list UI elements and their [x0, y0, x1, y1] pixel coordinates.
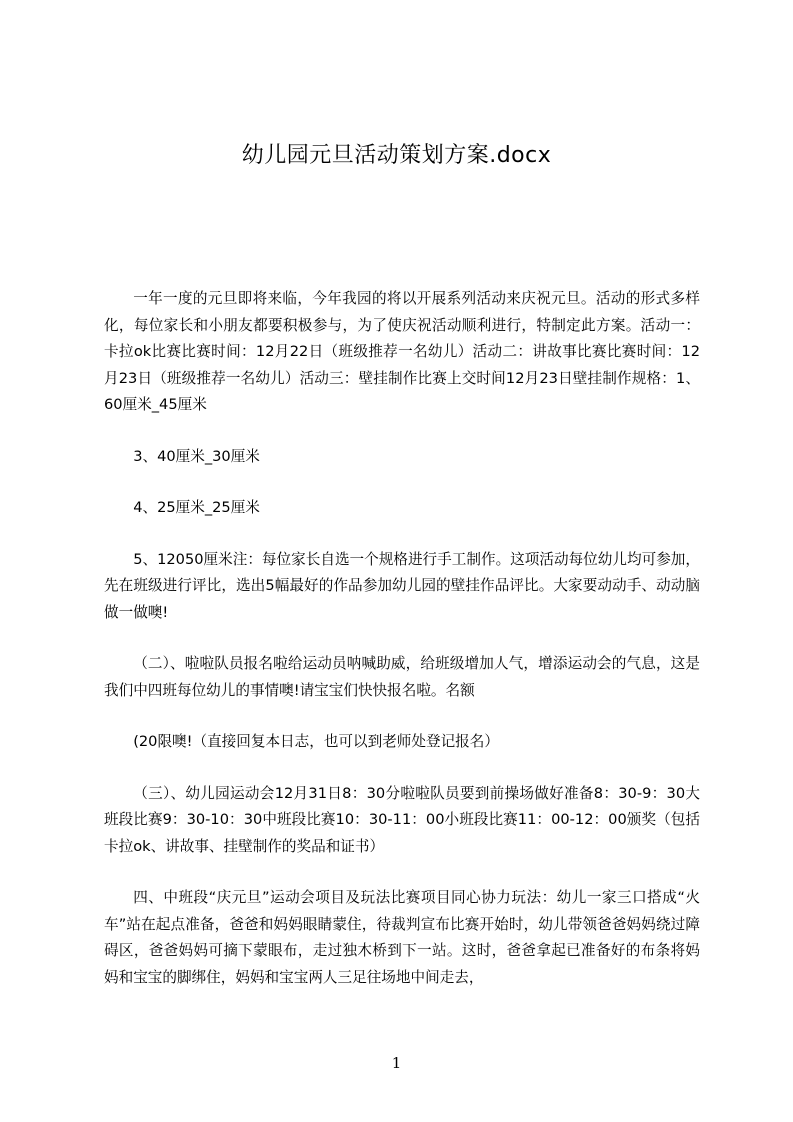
paragraph-quota: (20限噢!（直接回复本日志，也可以到老师处登记报名）: [133, 733, 499, 750]
paragraph-games: 四、中班段“庆元旦”运动会项目及玩法比赛项目同心协力玩法：幼儿一家三口搭成“火车”站在起点准备，爸爸和妈妈眼睛蒙住，待裁判宣布比赛开始时，幼儿带领爸爸妈妈绕过障碍区，爸爸妈妈可摘下蒙眼布，走过独木桥到下一站。这时，爸爸拿起已准备好的布条将妈妈和宝宝的脚绑住，妈妈和宝宝两人三足往场地中间走去，: [104, 889, 700, 986]
paragraph-size-5-note: 5、12050厘米注：每位家长自选一个规格进行手工制作。这项活动每位幼儿均可参加，先在班级进行评比，选出5幅最好的作品参加幼儿园的壁挂作品评比。大家要动动手、动动脑做一做噢!: [104, 550, 700, 621]
paragraph-intro: 一年一度的元旦即将来临，今年我园的将以开展系列活动来庆祝元旦。活动的形式多样化，每位家长和小朋友都要积极参与，为了使庆祝活动顺利进行，特制定此方案。活动一：卡拉ok比赛比赛时间：12月22日（班级推荐一名幼儿）活动二：讲故事比赛比赛时间：12月23日（班级推荐一名幼儿）活动三：壁挂制作比赛上交时间12月23日壁挂制作规格：1、60厘米_45厘米: [104, 290, 700, 413]
paragraph-size-4: 4、25厘米_25厘米: [133, 499, 260, 516]
document-title: 幼儿园元旦活动策划方案.docx: [241, 143, 552, 168]
page-number: 1: [391, 1054, 402, 1072]
paragraph-schedule: （三）、幼儿园运动会12月31日8：30分啦啦队员要到前操场做好准备8：30-9：30大班段比赛9：30-10：30中班段比赛10：30-11：00小班段比赛11：00-12：00颁奖（包括卡拉ok、讲故事、挂壁制作的奖品和证书）: [104, 784, 700, 855]
document-body: [104, 286, 700, 1016]
paragraph-cheerleader-signup: （二）、啦啦队员报名啦给运动员呐喊助威，给班级增加人气，增添运动会的气息，这是我们中四班每位幼儿的事情噢!请宝宝们快快报名啦。名额: [104, 655, 700, 699]
paragraph-size-3: 3、40厘米_30厘米: [133, 447, 260, 465]
